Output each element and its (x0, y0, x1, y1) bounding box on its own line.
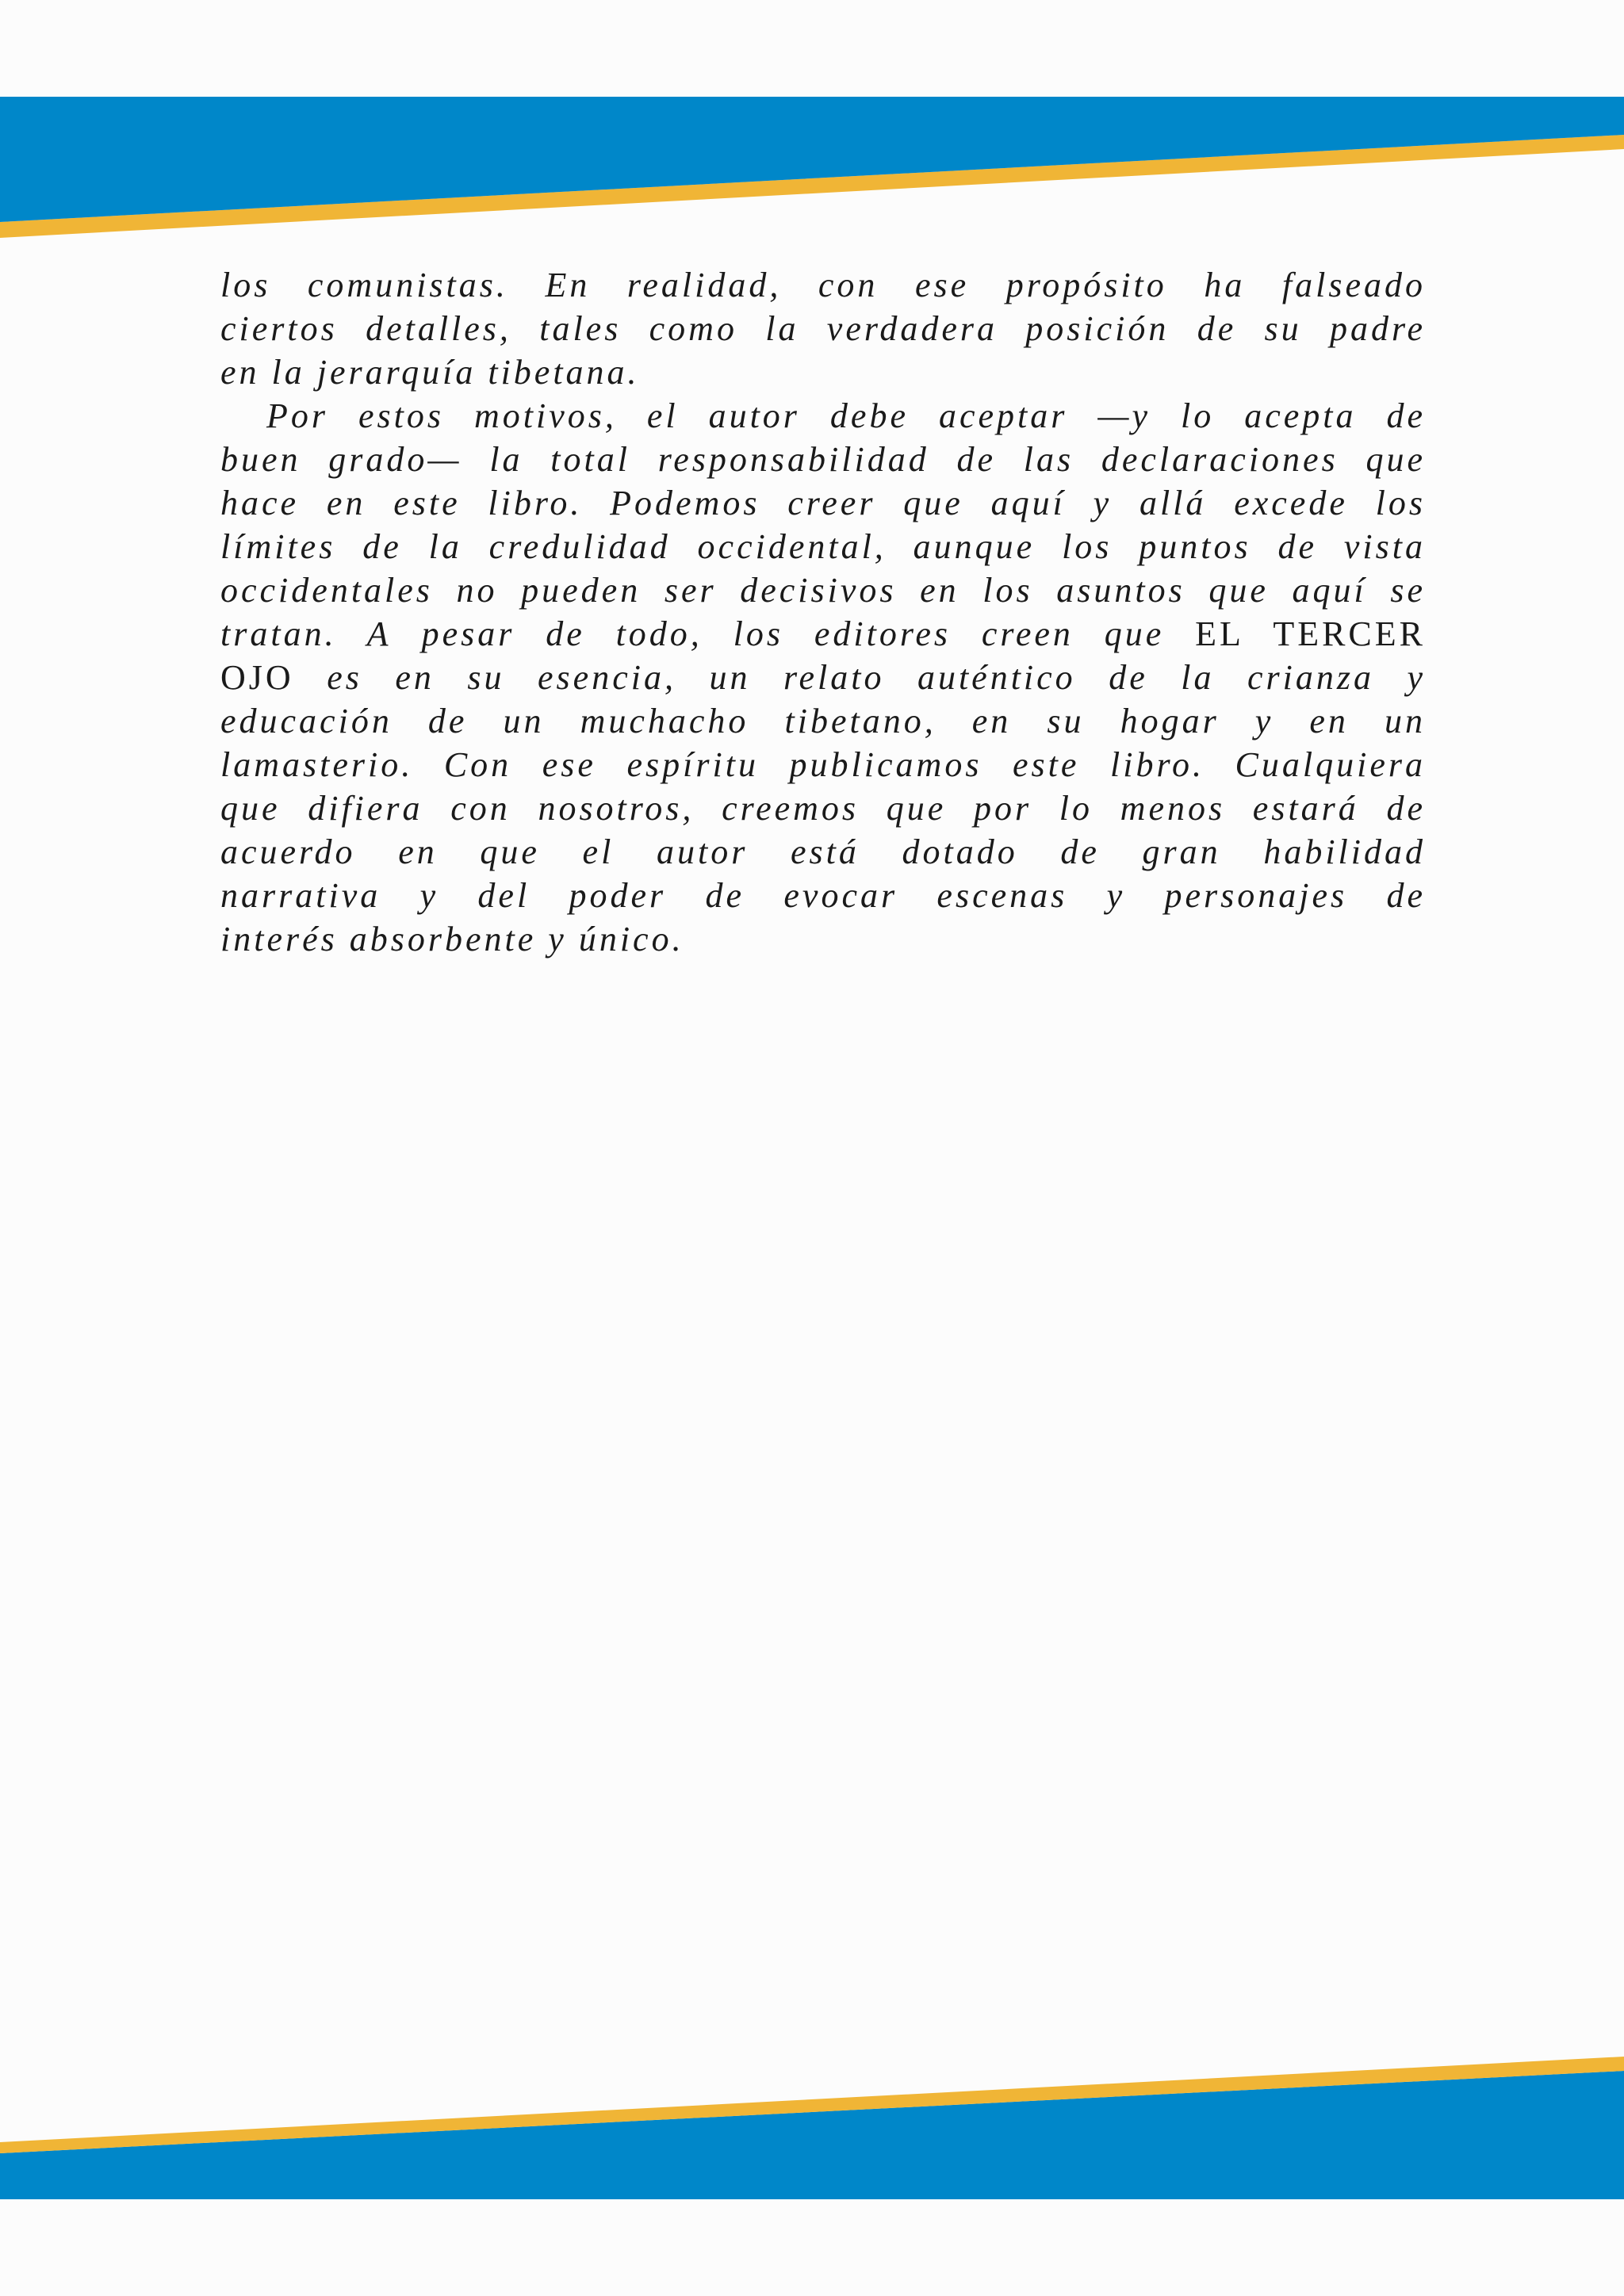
text-line: interés absorbente y único. (220, 920, 684, 959)
text-line (220, 656, 1426, 699)
text-line: en la jerarquía tibetana. (220, 353, 640, 392)
text-line: acuerdo en que el autor está dotado de gran habilidad (220, 832, 1426, 871)
text-line: los comunistas. En realidad, con ese propósito ha falseado (220, 266, 1426, 304)
line-italic-part: tratan. A pesar de todo, los editores creen que (220, 614, 1165, 653)
text-line: educación de un muchacho tibetano, en su hogar y en un (220, 702, 1426, 740)
text-line: ciertos detalles, tales como la verdadera posición de su padre (220, 309, 1426, 348)
text-line (220, 612, 1426, 656)
paragraph-1 (220, 263, 1426, 394)
book-title: EL TERCER (1195, 614, 1427, 653)
paragraph-2 (220, 394, 1426, 961)
text-line: buen grado— la total responsabilidad de las declaraciones que (220, 440, 1426, 479)
book-title: OJO (220, 658, 294, 697)
document-body (220, 263, 1426, 961)
text-line: Por estos motivos, el autor debe aceptar —y lo acepta de (266, 396, 1426, 435)
line-italic-part: es en su esencia, un relato auténtico de la crianza y (327, 658, 1426, 697)
text-line: hace en este libro. Podemos creer que aquí y allá excede los (220, 484, 1426, 522)
top-decorative-band (0, 0, 1624, 246)
text-line: narrativa y del poder de evocar escenas y personajes de (220, 876, 1426, 915)
text-line: que difiera con nosotros, creemos que por lo menos estará de (220, 789, 1426, 828)
bottom-decorative-band (0, 2045, 1624, 2296)
text-line: límites de la credulidad occidental, aunque los puntos de vista (220, 527, 1426, 566)
text-line: occidentales no pueden ser decisivos en los asuntos que aquí se (220, 571, 1426, 610)
text-line: lamasterio. Con ese espíritu publicamos este libro. Cualquiera (220, 745, 1426, 784)
